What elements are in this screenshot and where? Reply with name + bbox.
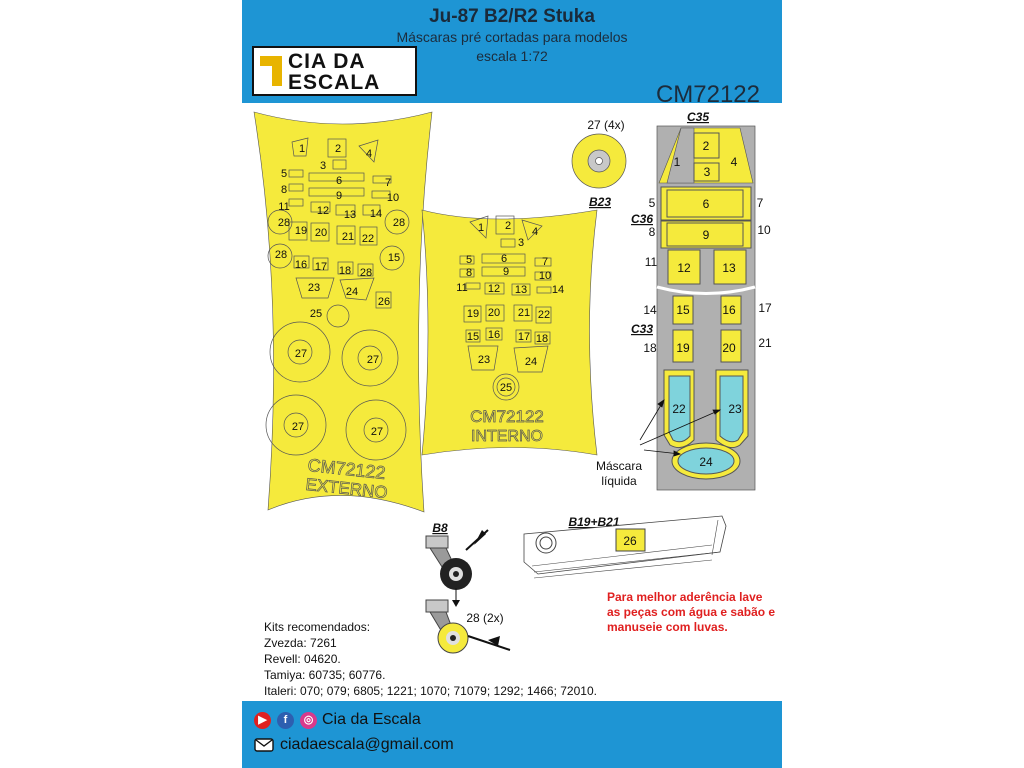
- external-mask-number: 5: [280, 168, 288, 180]
- facebook-icon[interactable]: f: [277, 712, 294, 729]
- external-mask-number: 24: [345, 286, 359, 298]
- gear-part-label: B8: [432, 521, 448, 535]
- internal-mask-number: 21: [517, 307, 531, 319]
- internal-mask-number: 24: [524, 356, 538, 368]
- youtube-icon[interactable]: ▶: [254, 712, 271, 729]
- canopy-mask-number: 23: [728, 402, 742, 416]
- canopy-mask-number: 15: [676, 303, 690, 317]
- canopy-part-c33: C33: [630, 322, 654, 336]
- external-mask-number: 2: [334, 143, 342, 155]
- wheel-part-label: B23: [588, 195, 612, 209]
- internal-mask-number: 11: [456, 282, 468, 294]
- internal-mask-number: 9: [502, 266, 510, 278]
- canopy-mask-number: 8: [648, 225, 656, 239]
- internal-mask-number: 5: [465, 254, 473, 266]
- canopy-part-c35: C35: [686, 110, 710, 124]
- email-icon[interactable]: [254, 738, 274, 752]
- kit-line: Zvezda: 7261: [264, 636, 337, 650]
- canopy-mask-number: 5: [648, 196, 656, 210]
- canopy-mask-number: 22: [672, 402, 686, 416]
- external-mask-number: 8: [280, 184, 288, 196]
- external-mask-number: 18: [338, 265, 352, 277]
- external-label: EXTERNO: [304, 474, 389, 503]
- external-mask-number: 14: [369, 208, 383, 220]
- internal-mask-number: 16: [487, 329, 501, 341]
- canopy-mask-number: 18: [643, 341, 657, 355]
- care-note: Para melhor aderência lave as peças com água e sabão e manuseie com luvas.: [607, 590, 776, 634]
- external-mask-number: 1: [298, 143, 306, 155]
- external-mask-number: 27: [366, 354, 380, 366]
- canopy-mask-number: 19: [676, 341, 690, 355]
- internal-mask-number: 13: [514, 284, 528, 296]
- canopy-mask-number: 6: [702, 197, 710, 211]
- external-mask-number: 17: [314, 261, 328, 273]
- external-mask-number: 28: [392, 217, 406, 229]
- external-mask-number: 10: [386, 192, 400, 204]
- canopy-mask-number: 4: [730, 155, 738, 169]
- product-code: CM72122: [655, 81, 760, 108]
- canopy-mask-number: 2: [702, 139, 710, 153]
- internal-mask-number: 25: [499, 382, 513, 394]
- external-mask-number: 4: [365, 148, 373, 160]
- external-mask-number: 22: [361, 233, 375, 245]
- internal-mask-number: 15: [466, 331, 480, 343]
- subtitle-line-2: escala 1:72: [476, 48, 548, 64]
- internal-mask-number: 4: [531, 226, 539, 238]
- canopy-mask-number: 3: [703, 165, 711, 179]
- canopy-mask-number: 12: [677, 261, 691, 275]
- canopy-mask-number: 11: [644, 255, 658, 269]
- internal-mask-sheet: [422, 210, 597, 455]
- external-mask-number: 27: [294, 348, 308, 360]
- external-mask-number: 23: [307, 282, 321, 294]
- internal-code-label: CM72122: [470, 407, 544, 426]
- contact-email[interactable]: ciadaescala@gmail.com: [280, 736, 454, 753]
- canopy-mask-number: 24: [699, 455, 713, 469]
- internal-mask-number: 8: [465, 267, 473, 279]
- external-mask-number: 28: [359, 267, 373, 279]
- wheel-diagram: [572, 118, 626, 209]
- external-mask-number: 26: [377, 296, 391, 308]
- internal-mask-number: 18: [535, 333, 549, 345]
- internal-mask-number: 22: [537, 309, 551, 321]
- kit-line: Italeri: 070; 079; 6805; 1221; 1070; 71079; 1292; 1466; 72010.: [264, 684, 597, 698]
- external-mask-number: 21: [341, 231, 355, 243]
- gear-qty-label: 28 (2x): [466, 611, 504, 625]
- internal-mask-number: 2: [504, 220, 512, 232]
- canopy-mask-number: 17: [758, 301, 772, 315]
- instagram-icon[interactable]: ◎: [300, 712, 317, 729]
- internal-mask-number: 3: [517, 237, 525, 249]
- internal-mask-number: 10: [538, 270, 552, 282]
- external-mask-sheet: [254, 112, 432, 512]
- logo-text-line-2: ESCALA: [288, 71, 381, 94]
- fuselage-diagram: [524, 515, 726, 578]
- logo-text-line-1: CIA DA: [288, 50, 366, 73]
- internal-label: INTERNO: [471, 428, 543, 445]
- canopy-mask-number: 14: [643, 303, 657, 317]
- external-code-label: CM72122: [306, 455, 387, 484]
- external-mask-number: 12: [316, 205, 330, 217]
- canopy-mask-number: 7: [756, 196, 764, 210]
- external-mask-number: 11: [278, 201, 290, 213]
- internal-mask-number: 19: [466, 308, 480, 320]
- page-title: Ju-87 B2/R2 Stuka: [429, 6, 595, 27]
- external-mask-number: 27: [291, 421, 305, 433]
- canopy-mask-number: 1: [673, 155, 681, 169]
- internal-mask-number: 20: [487, 307, 501, 319]
- internal-mask-number: 1: [477, 222, 485, 234]
- canopy-mask-number: 9: [702, 228, 710, 242]
- canopy-mask-number: 10: [757, 223, 771, 237]
- internal-mask-number: 17: [517, 331, 531, 343]
- internal-mask-number: 12: [487, 283, 501, 295]
- external-mask-number: 28: [277, 217, 291, 229]
- landing-gear-diagram: [426, 521, 510, 653]
- wheel-qty-label: 27 (4x): [587, 118, 625, 132]
- canopy-mask-number: 21: [758, 336, 772, 350]
- liquid-mask-label-1: Máscara: [595, 459, 643, 473]
- kit-line: Revell: 04620.: [264, 652, 341, 666]
- fuselage-part-label: B19+B21: [568, 515, 620, 529]
- internal-mask-number: 7: [541, 256, 549, 268]
- internal-mask-number: 14: [551, 284, 565, 296]
- fuselage-mask-number: 26: [623, 534, 637, 548]
- canopy-mask-number: 16: [722, 303, 736, 317]
- canopy-part-c36: C36: [630, 212, 654, 226]
- external-mask-number: 6: [335, 175, 343, 187]
- canopy-mask-number: 13: [722, 261, 736, 275]
- external-mask-number: 28: [274, 249, 288, 261]
- instruction-sheet: [242, 0, 782, 768]
- external-mask-number: 15: [387, 252, 401, 264]
- canopy-mask-number: 20: [722, 341, 736, 355]
- external-mask-number: 3: [319, 160, 327, 172]
- kit-line: Tamiya: 60735; 60776.: [264, 668, 386, 682]
- external-mask-number: 7: [384, 177, 392, 189]
- external-mask-number: 25: [309, 308, 323, 320]
- internal-mask-number: 6: [500, 253, 508, 265]
- subtitle-line-1: Máscaras pré cortadas para modelos: [396, 29, 628, 45]
- external-mask-number: 13: [343, 209, 357, 221]
- internal-mask-number: 23: [477, 354, 491, 366]
- external-mask-number: 16: [294, 259, 308, 271]
- liquid-mask-label-2: líquida: [601, 474, 637, 488]
- external-mask-number: 27: [370, 426, 384, 438]
- kits-heading: Kits recomendados:: [264, 620, 371, 634]
- external-mask-number: 20: [314, 227, 328, 239]
- contact-name: Cia da Escala: [322, 711, 421, 728]
- external-mask-number: 9: [335, 190, 343, 202]
- external-mask-number: 19: [294, 225, 308, 237]
